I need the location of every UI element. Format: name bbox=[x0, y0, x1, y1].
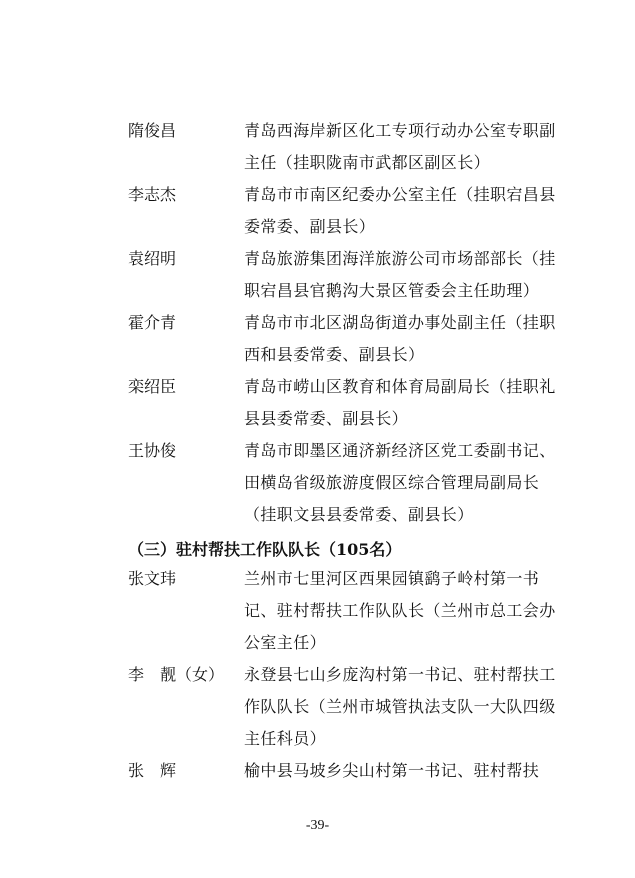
position-description: 青岛市市北区湖岛街道办事处副主任（挂职西和县委常委、副县长） bbox=[244, 313, 556, 364]
position-description: 兰州市七里河区西果园镇鹞子岭村第一书记、驻村帮扶工作队队长（兰州市总工会办公室主任） bbox=[244, 569, 556, 652]
person-name: 李 靓（女） bbox=[128, 665, 225, 684]
position-description: 永登县七山乡庞沟村第一书记、驻村帮扶工作队队长（兰州市城管执法支队一大队四级主任科员） bbox=[244, 665, 556, 748]
position-description: 青岛市市南区纪委办公室主任（挂职宕昌县委常委、副县长） bbox=[244, 185, 556, 236]
position-description: 青岛西海岸新区化工专项行动办公室专职副主任（挂职陇南市武都区副区长） bbox=[244, 121, 556, 172]
position-description: 青岛市即墨区通济新经济区党工委副书记、田横岛省级旅游度假区综合管理局副局长（挂职文县县委常委、副县长） bbox=[244, 441, 556, 524]
position-description: 榆中县马坡乡尖山村第一书记、驻村帮扶 bbox=[244, 761, 540, 780]
person-name: 李志杰 bbox=[128, 185, 177, 204]
position-description: 青岛旅游集团海洋旅游公司市场部部长（挂职宕昌县官鹅沟大景区管委会主任助理） bbox=[244, 249, 556, 300]
person-name: 栾绍臣 bbox=[128, 377, 177, 396]
person-name: 袁绍明 bbox=[128, 249, 177, 268]
page-number: -39- bbox=[305, 818, 330, 833]
position-description: 青岛市崂山区教育和体育局副局长（挂职礼县县委常委、副县长） bbox=[244, 377, 556, 428]
person-name: 隋俊昌 bbox=[128, 121, 177, 140]
person-name: 张 辉 bbox=[128, 761, 177, 780]
person-name: 霍介青 bbox=[128, 313, 177, 332]
person-name: 张文玮 bbox=[128, 569, 177, 588]
person-name: 王协俊 bbox=[128, 441, 177, 460]
section-heading: （三）驻村帮扶工作队队长（105名） bbox=[128, 540, 402, 559]
